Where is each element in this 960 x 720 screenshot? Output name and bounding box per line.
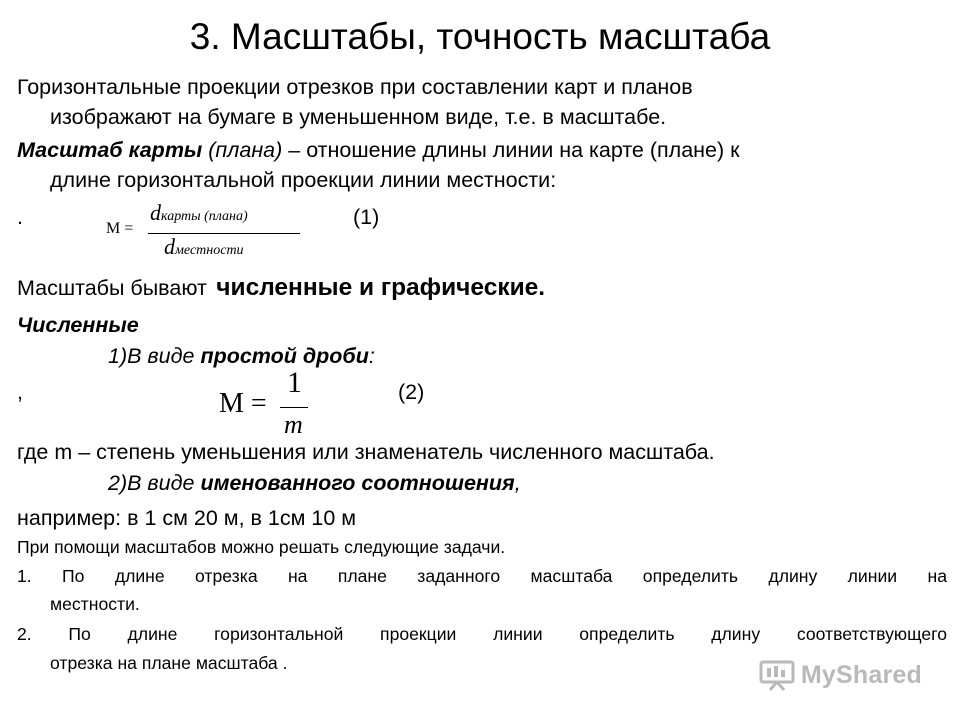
where-line: где m – степень уменьшения или знаменатель численного масштаба. (17, 440, 715, 464)
formula1-number: (1) (353, 205, 380, 229)
task1-line1: 1. По длине отрезка на плане заданного масштаба определить длину линии на (17, 566, 947, 586)
formula1-denominator: dместности (164, 234, 244, 259)
formula2-lhs: M = (219, 388, 267, 419)
formula2-numerator: 1 (287, 366, 302, 399)
definition-rest: – отношение длины линии на карте (плане) к (282, 138, 740, 162)
numeric-heading: Численные (17, 313, 139, 337)
example-line: например: в 1 см 20 м, в 1см 10 м (17, 506, 357, 530)
item2: 2)В виде именованного соотношения, (108, 471, 521, 495)
watermark-brand: MyShared (800, 660, 922, 689)
formula2-prefix: , (17, 380, 23, 404)
slide-title: 3. Масштабы, точность масштаба (189, 16, 771, 57)
paragraph1-line1: Горизонтальные проекции отрезков при составлении карт и планов (17, 75, 693, 99)
formula2-number: (2) (398, 380, 425, 404)
formula1-prefix: . (17, 205, 23, 229)
definition-line1 (17, 136, 740, 164)
formula1 (106, 196, 306, 266)
presentation-board-icon (759, 659, 795, 691)
definition-term-paren: (плана) (202, 138, 283, 162)
item2-bold: именованного соотношения (200, 471, 515, 495)
formula2-denominator: m (284, 410, 303, 439)
formula2 (219, 366, 319, 439)
types-prefix: Масштабы бывают (17, 276, 207, 300)
definition-line2: длине горизонтальной проекции линии местности: (50, 168, 557, 192)
formula1-lhs: М = (106, 220, 134, 237)
paragraph1-line2: изображают на бумаге в уменьшенном виде, т.е. в масштабе. (50, 105, 667, 129)
formula2-fraction-bar (280, 407, 308, 408)
item1: 1)В виде простой дроби: (108, 344, 375, 368)
tasks-intro: При помощи масштабов можно решать следующие задачи. (17, 537, 506, 557)
watermark (759, 658, 922, 692)
item1-bold: простой дроби (200, 344, 369, 368)
types-line (17, 274, 545, 302)
formula1-numerator: dкарты (плана) (150, 200, 248, 225)
task2-line1: 2. По длине горизонтальной проекции линии определить длину соответствующего (17, 624, 947, 644)
task2-line2: отрезка на плане масштаба . (50, 653, 288, 673)
types-emphasis: численные и графические. (216, 274, 546, 301)
task1-line2: местности. (50, 594, 140, 614)
definition-term: Масштаб карты (17, 138, 203, 162)
